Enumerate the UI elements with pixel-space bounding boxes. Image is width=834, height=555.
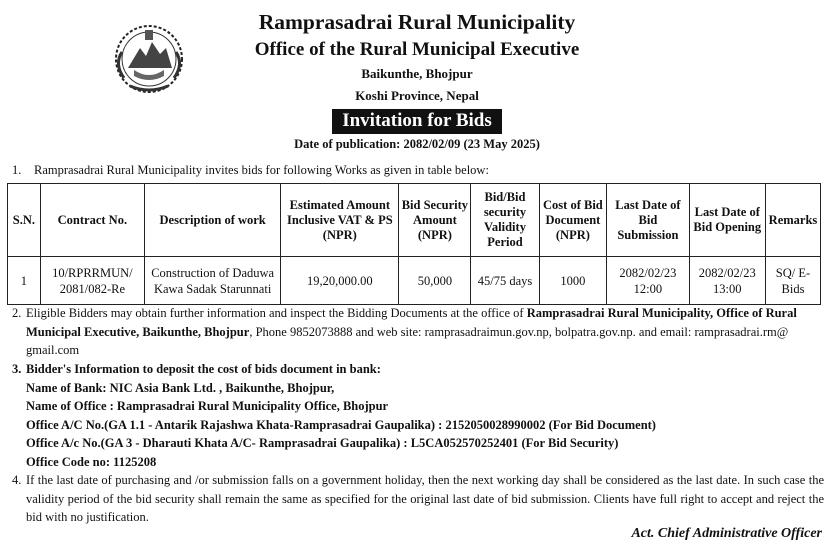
intro-number: 1. [12, 163, 22, 177]
municipality-name: Ramprasadrai Rural Municipality [258, 10, 576, 34]
col-submission-date: Last Date of Bid Submission [607, 184, 689, 257]
paragraph-2-number: 2. [12, 306, 22, 320]
cell-remarks: SQ/ E-Bids [765, 257, 820, 305]
col-sn: S.N. [8, 184, 41, 257]
cell-contract-no: 10/RPRRMUN/ 2081/082-Re [40, 257, 144, 305]
col-estimated-amount: Estimated Amount Inclusive VAT & PS (NPR) [281, 184, 399, 257]
cell-cost: 1000 [539, 257, 607, 305]
col-bid-security: Bid Security Amount (NPR) [399, 184, 471, 257]
cell-estimated-amount: 19,20,000.00 [281, 257, 399, 305]
col-opening-date: Last Date of Bid Opening [689, 184, 765, 257]
paragraph-3-number: 3. [12, 362, 22, 376]
paragraph-2-contact: , Phone 9852073888 and web site: ramprasadraimun.gov.np, bolpatra.gov.np. and email: ramprasadrai.rm@ gmail.com [26, 324, 789, 357]
cell-validity: 45/75 days [471, 257, 539, 305]
location-line-1: Baikunthe, Bhojpur [361, 66, 473, 81]
col-contract-no: Contract No. [40, 184, 144, 257]
publication-date: Date of publication: 2082/02/09 (23 May 2025) [294, 137, 540, 151]
bank-info-title: Bidder's Information to deposit the cost of bids document in bank: [26, 362, 381, 376]
notice-banner: Invitation for Bids [332, 109, 502, 134]
paragraph-2-office: Ramprasadrai Rural Municipality, Office of Rural Municipal Executive, Baikunthe, Bhojpur [26, 306, 797, 339]
paragraph-2 [12, 304, 824, 360]
bank-name: Name of Bank: NIC Asia Bank Ltd. , Baikunthe, Bhojpur, [26, 380, 335, 395]
intro-line [12, 163, 489, 178]
bid-security-account: Office A/c No.(GA 3 - Dharauti Khata A/C- Ramprasadrai Gaupalika) : L5CA052570252401 (For Bid Security) [26, 436, 619, 450]
cell-opening-date: 2082/02/23 13:00 [689, 257, 765, 305]
office-code: Office Code no: 1125208 [26, 454, 157, 469]
paragraph-3 [12, 360, 824, 471]
paragraph-4-number: 4. [12, 473, 22, 487]
bid-table [7, 183, 821, 305]
cell-bid-security: 50,000 [399, 257, 471, 305]
table-row [8, 257, 821, 305]
col-cost: Cost of Bid Document (NPR) [539, 184, 607, 257]
location-line-2: Koshi Province, Nepal [355, 88, 479, 103]
intro-text: Ramprasadrai Rural Municipality invites bids for following Works as given in table below: [34, 163, 489, 177]
col-remarks: Remarks [765, 184, 820, 257]
cell-description: Construction of Daduwa Kawa Sadak Starunnati [145, 257, 281, 305]
signature-line: Act. Chief Administrative Officer [631, 526, 822, 541]
bid-document-account: Office A/C No.(GA 1.1 - Antarik Rajashwa Khata-Ramprasadrai Gaupalika) : 2152050028990002 (For Bid Document) [26, 417, 656, 432]
office-name: Office of the Rural Municipal Executive [254, 39, 580, 60]
cell-sn: 1 [8, 257, 41, 305]
col-description: Description of work [145, 184, 281, 257]
paragraph-2-text: Eligible Bidders may obtain further information and inspect the Bidding Documents at the office of [26, 306, 527, 320]
cell-submission-date: 2082/02/23 12:00 [607, 257, 689, 305]
notice-header [0, 8, 834, 154]
office-name-line: Name of Office : Ramprasadrai Rural Municipality Office, Bhojpur [26, 399, 389, 413]
table-header-row [8, 184, 821, 257]
paragraph-4 [12, 471, 824, 527]
col-validity: Bid/Bid security Validity Period [471, 184, 539, 257]
paragraph-4-text: If the last date of purchasing and /or submission falls on a government holiday, then the next working day shall be considered as the last date. In such case the validity period of the bid security shall remain the same as specified for the original last date of bid submission. Clients have full right to accept and reject the bid with no justification. [26, 473, 824, 524]
